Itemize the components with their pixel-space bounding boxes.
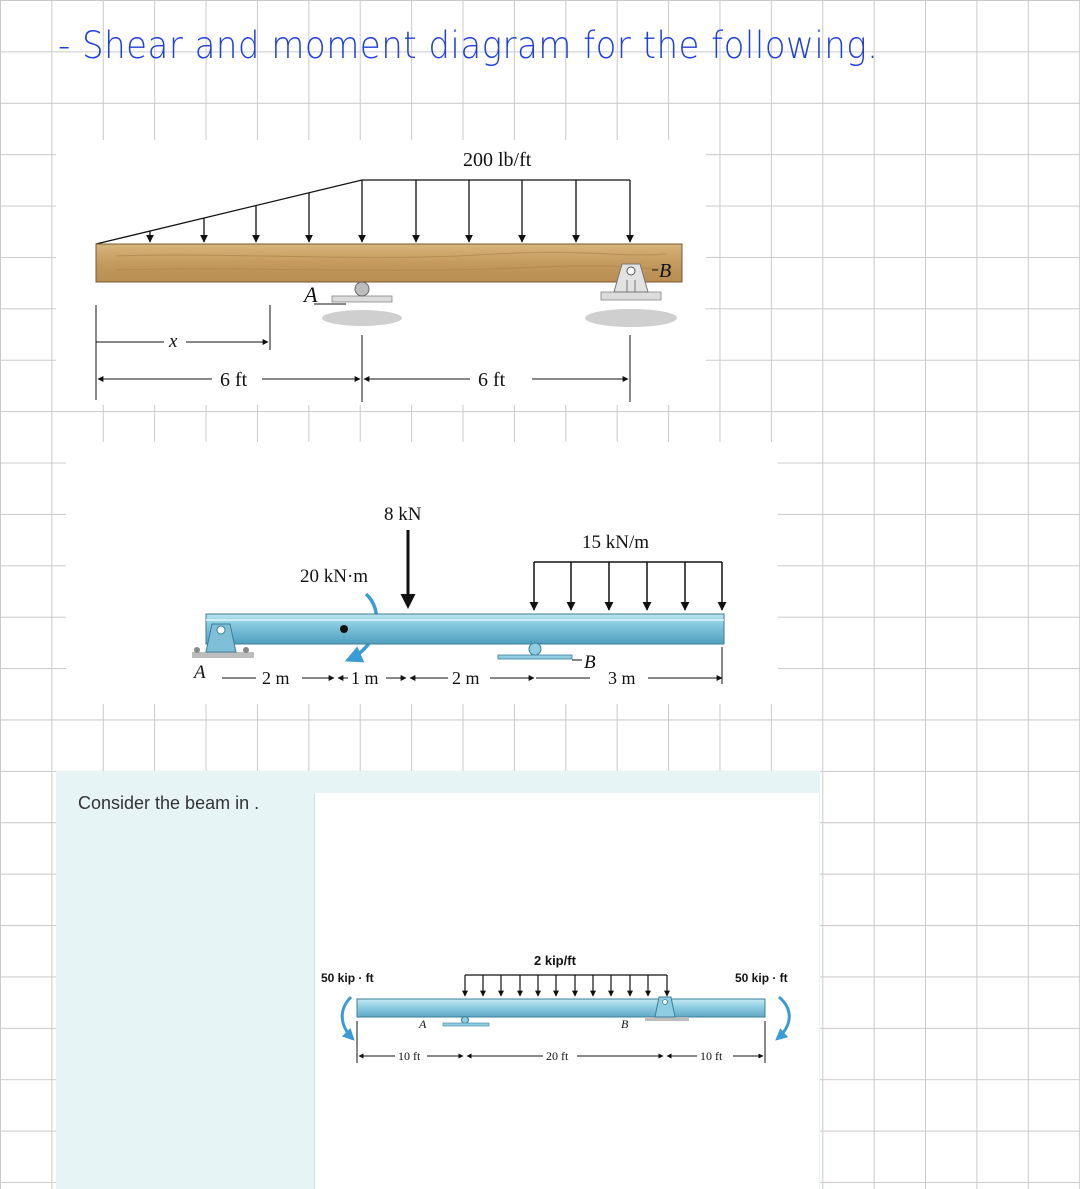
support-a-label: A <box>419 1017 427 1031</box>
moment-right-arrow <box>777 997 789 1039</box>
support-a-label: A <box>194 662 206 683</box>
dim-right: 6 ft <box>478 369 506 391</box>
support-a-label: A <box>304 282 318 307</box>
moment-left-arrow <box>342 997 353 1039</box>
support-b-label: B <box>659 260 672 282</box>
dist-load-label: 15 kN/m <box>582 532 650 553</box>
dim-3: 10 ft <box>700 1049 723 1063</box>
steel-beam <box>357 999 765 1017</box>
wood-beam <box>96 244 682 282</box>
dim-1: 2 m <box>262 668 290 688</box>
beam-1-figure <box>56 140 706 405</box>
dim-left: 6 ft <box>220 369 248 391</box>
moment-right-label: 50 kip · ft <box>735 971 788 985</box>
beam-3-diagram <box>315 793 819 1189</box>
beam-2-figure <box>66 442 778 704</box>
load-arrows <box>150 180 630 242</box>
dim-1: 10 ft <box>398 1049 421 1063</box>
consider-caption: Consider the beam in . <box>78 793 260 813</box>
load-profile <box>96 180 630 244</box>
dim-4: 3 m <box>608 668 636 688</box>
dim-2: 20 ft <box>546 1049 569 1063</box>
dist-load-arrows <box>465 975 667 996</box>
support-b-label: B <box>584 652 596 673</box>
dist-load-label: 2 kip/ft <box>534 953 576 968</box>
support-b-label: B <box>621 1017 629 1031</box>
moment-label: 20 kN·m <box>300 566 369 587</box>
dist-load-arrows <box>534 562 722 610</box>
load-label: 200 lb/ft <box>463 149 532 171</box>
support-b-roller <box>498 643 572 659</box>
steel-beam <box>206 614 724 644</box>
page-title: - Shear and moment diagram for the following. <box>58 24 879 67</box>
beam-3-card <box>56 771 820 1189</box>
x-label: x <box>169 331 178 352</box>
beam-2-diagram <box>66 442 778 704</box>
support-a-roller <box>443 1017 489 1027</box>
dim-2: 1 m <box>351 668 379 688</box>
point-load-label: 8 kN <box>384 504 422 525</box>
moment-left-label: 50 kip · ft <box>321 971 374 985</box>
beam-1-diagram <box>56 140 706 405</box>
beam-3-figure <box>314 793 819 1189</box>
dim-3: 2 m <box>452 668 480 688</box>
